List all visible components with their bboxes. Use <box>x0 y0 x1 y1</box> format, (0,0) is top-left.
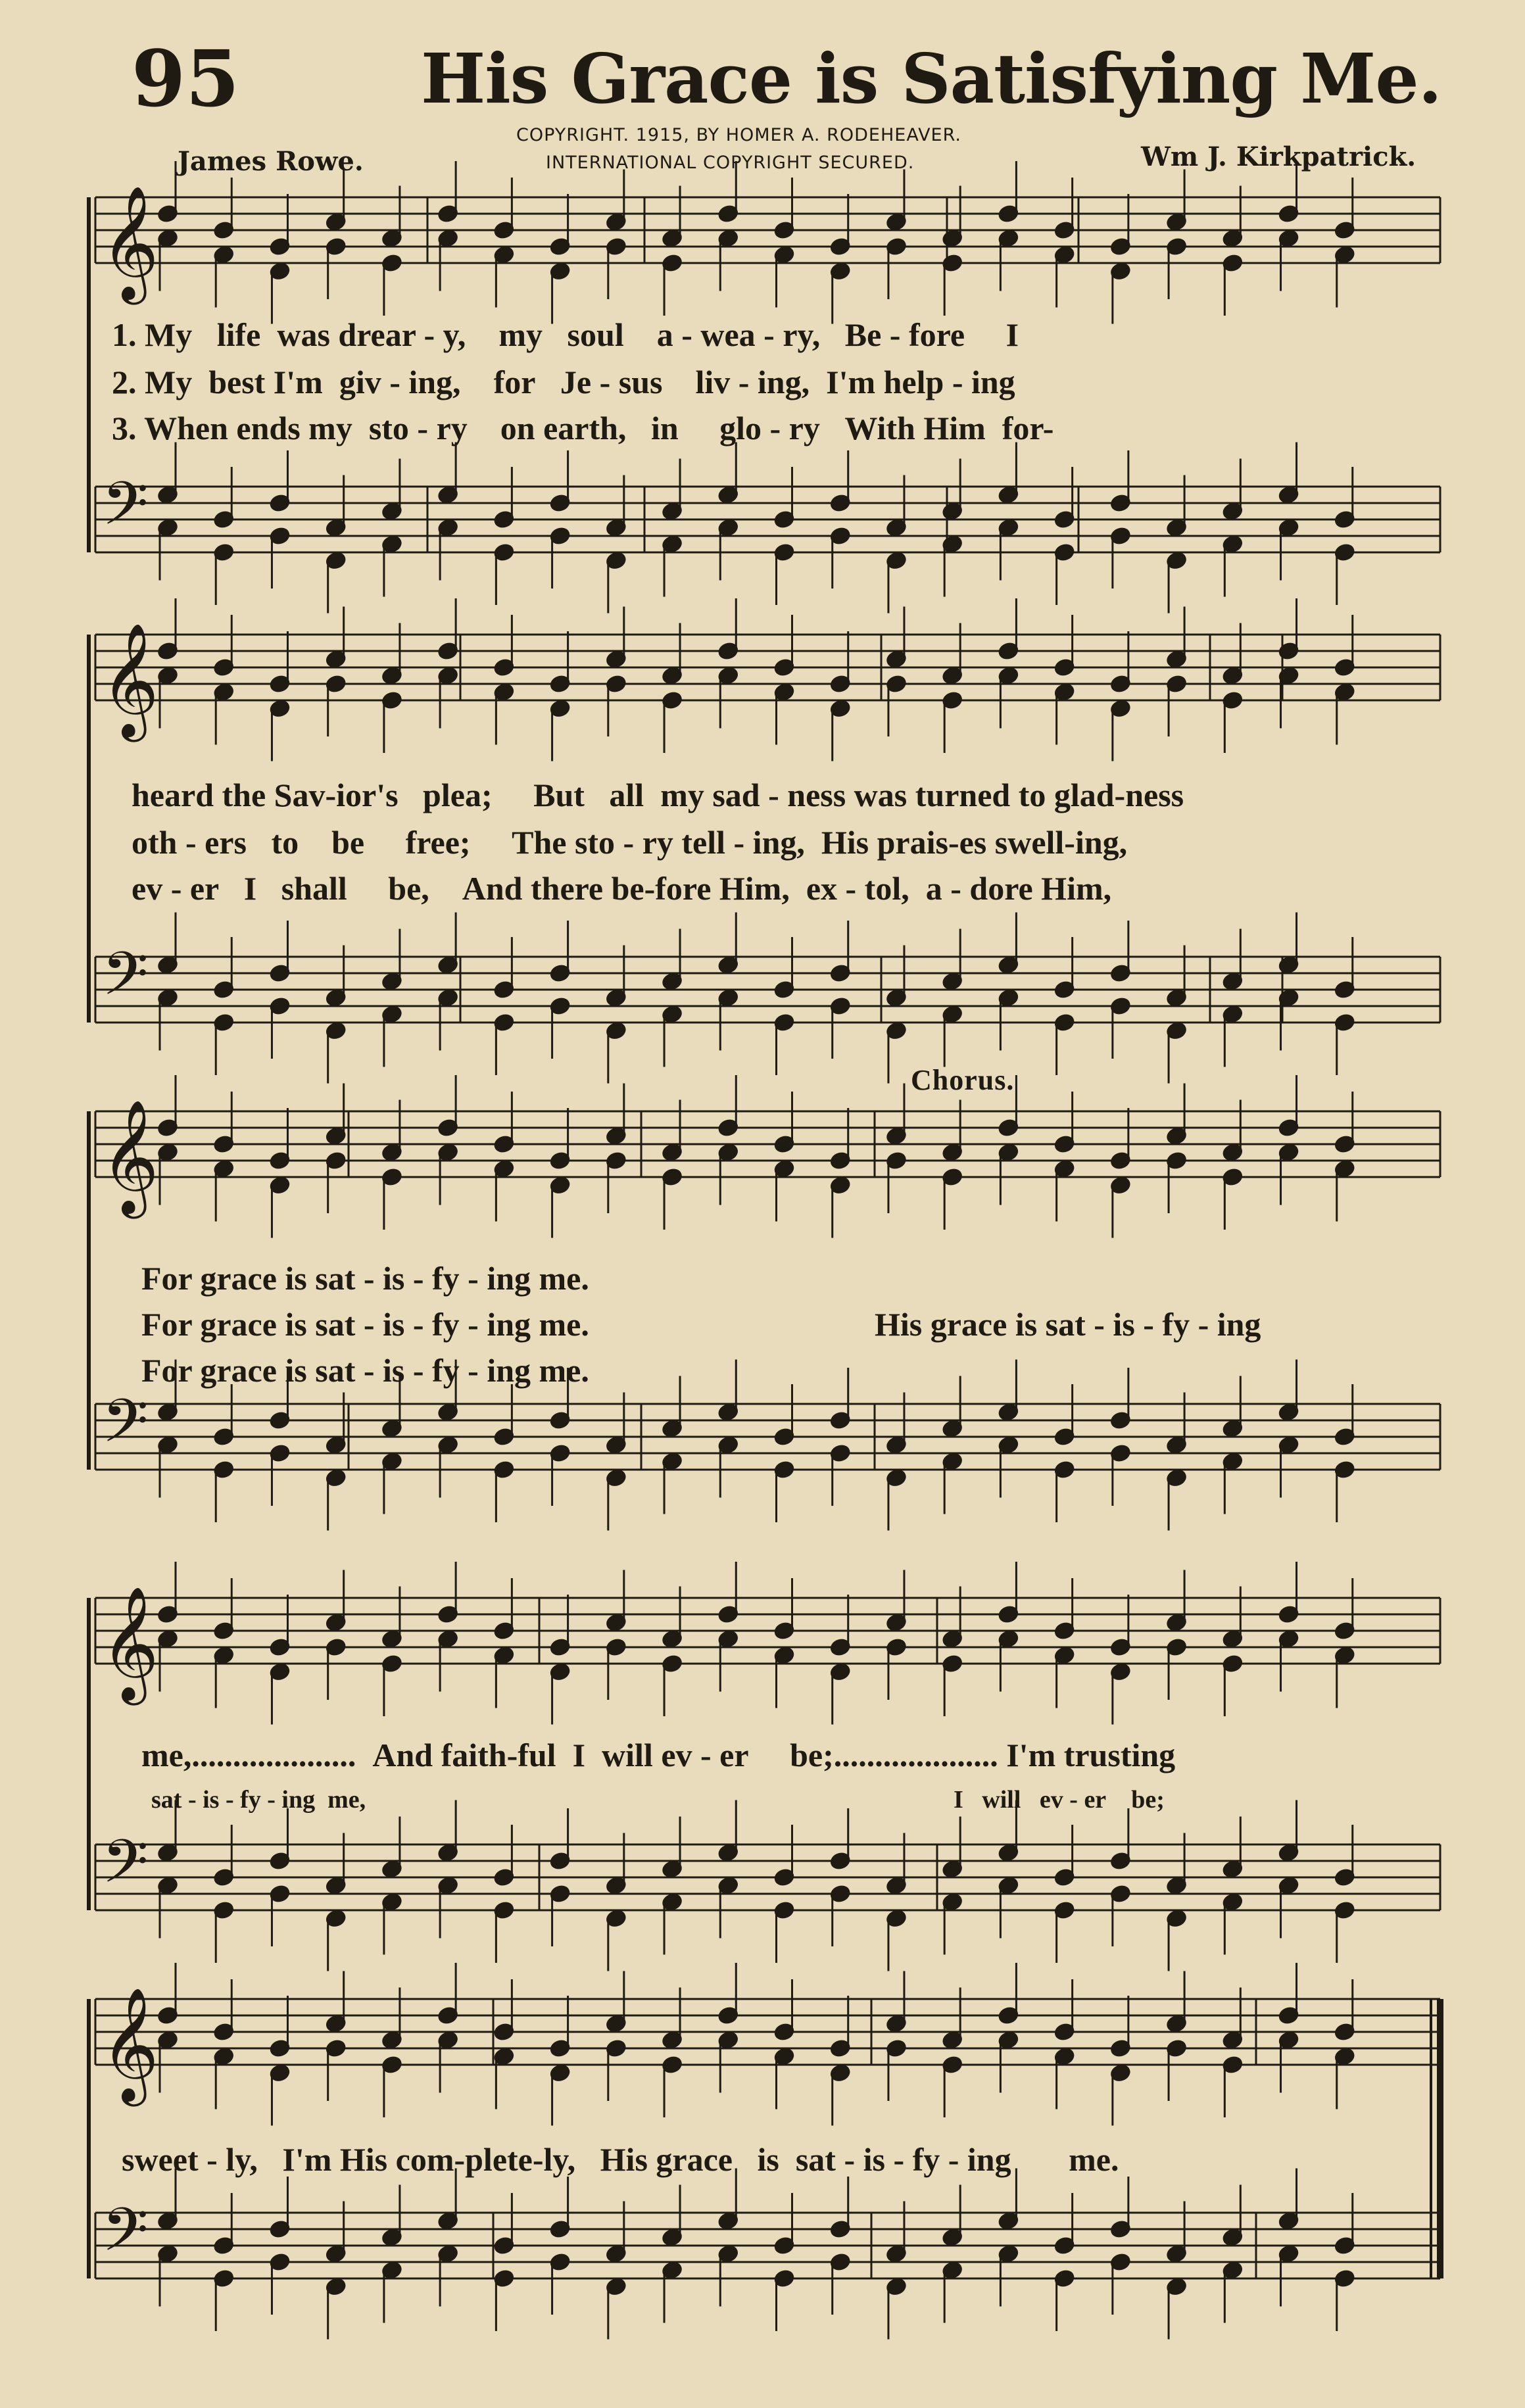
svg-text:𝄢: 𝄢 <box>102 469 149 553</box>
lyricist-credit: James Rowe. <box>178 146 364 177</box>
composer-credit: Wm J. Kirkpatrick. <box>1141 141 1416 172</box>
svg-text:𝄢: 𝄢 <box>102 2195 149 2279</box>
hymn-number: 95 <box>132 33 240 124</box>
svg-text:𝄞: 𝄞 <box>101 185 159 300</box>
svg-text:𝄞: 𝄞 <box>101 1987 159 2102</box>
system2-verse2: oth - ers to be free; The sto - ry tell - ing, His prais-es swell-ing, <box>132 824 1128 861</box>
system4-alto: sat - is - fy - ing me, <box>151 1786 366 1814</box>
system3-line2: For grace is sat - is - fy - ing me. <box>141 1306 589 1343</box>
system5-lyrics: sweet - ly, I'm His com-plete-ly, His grace is sat - is - fy - ing me. <box>122 2141 1119 2178</box>
system1-verse3: 3. When ends my sto - ry on earth, in glo - ry With Him for- <box>112 410 1054 446</box>
copyright-line-2: INTERNATIONAL COPYRIGHT SECURED. <box>546 153 915 173</box>
chorus-label: Chorus. <box>911 1064 1015 1096</box>
system1-verse1: 1. My life was drear - y, my soul a - wea - ry, Be - fore I <box>112 316 1019 353</box>
system2-verse1: heard the Sav-ior's plea; But all my sad - ness was turned to glad-ness <box>132 777 1184 813</box>
system3-chorus-text: His grace is sat - is - fy - ing <box>875 1306 1261 1343</box>
svg-text:𝄢: 𝄢 <box>102 939 149 1023</box>
svg-text:𝄞: 𝄞 <box>101 1099 159 1214</box>
svg-text:𝄢: 𝄢 <box>102 1827 149 1911</box>
svg-text:𝄞: 𝄞 <box>101 623 159 737</box>
system4-soprano: me,.................... And faith-ful I will ev - er be;.................... I'm trusting <box>141 1737 1176 1773</box>
system1-verse2: 2. My best I'm giv - ing, for Je - sus liv - ing, I'm help - ing <box>112 364 1015 400</box>
svg-text:𝄞: 𝄞 <box>101 1586 159 1700</box>
svg-text:𝄢: 𝄢 <box>102 1386 149 1470</box>
system3-line3: For grace is sat - is - fy - ing me. <box>141 1352 589 1389</box>
system2-verse3: ev - er I shall be, And there be-fore Him, ex - tol, a - dore Him, <box>132 870 1112 907</box>
system4-alto-2: I will ev - er be; <box>954 1786 1165 1814</box>
hymn-title: His Grace is Satisfying Me. <box>421 38 1441 119</box>
system3-line1: For grace is sat - is - fy - ing me. <box>141 1260 589 1297</box>
copyright-line-1: COPYRIGHT. 1915, BY HOMER A. RODEHEAVER. <box>516 125 961 145</box>
